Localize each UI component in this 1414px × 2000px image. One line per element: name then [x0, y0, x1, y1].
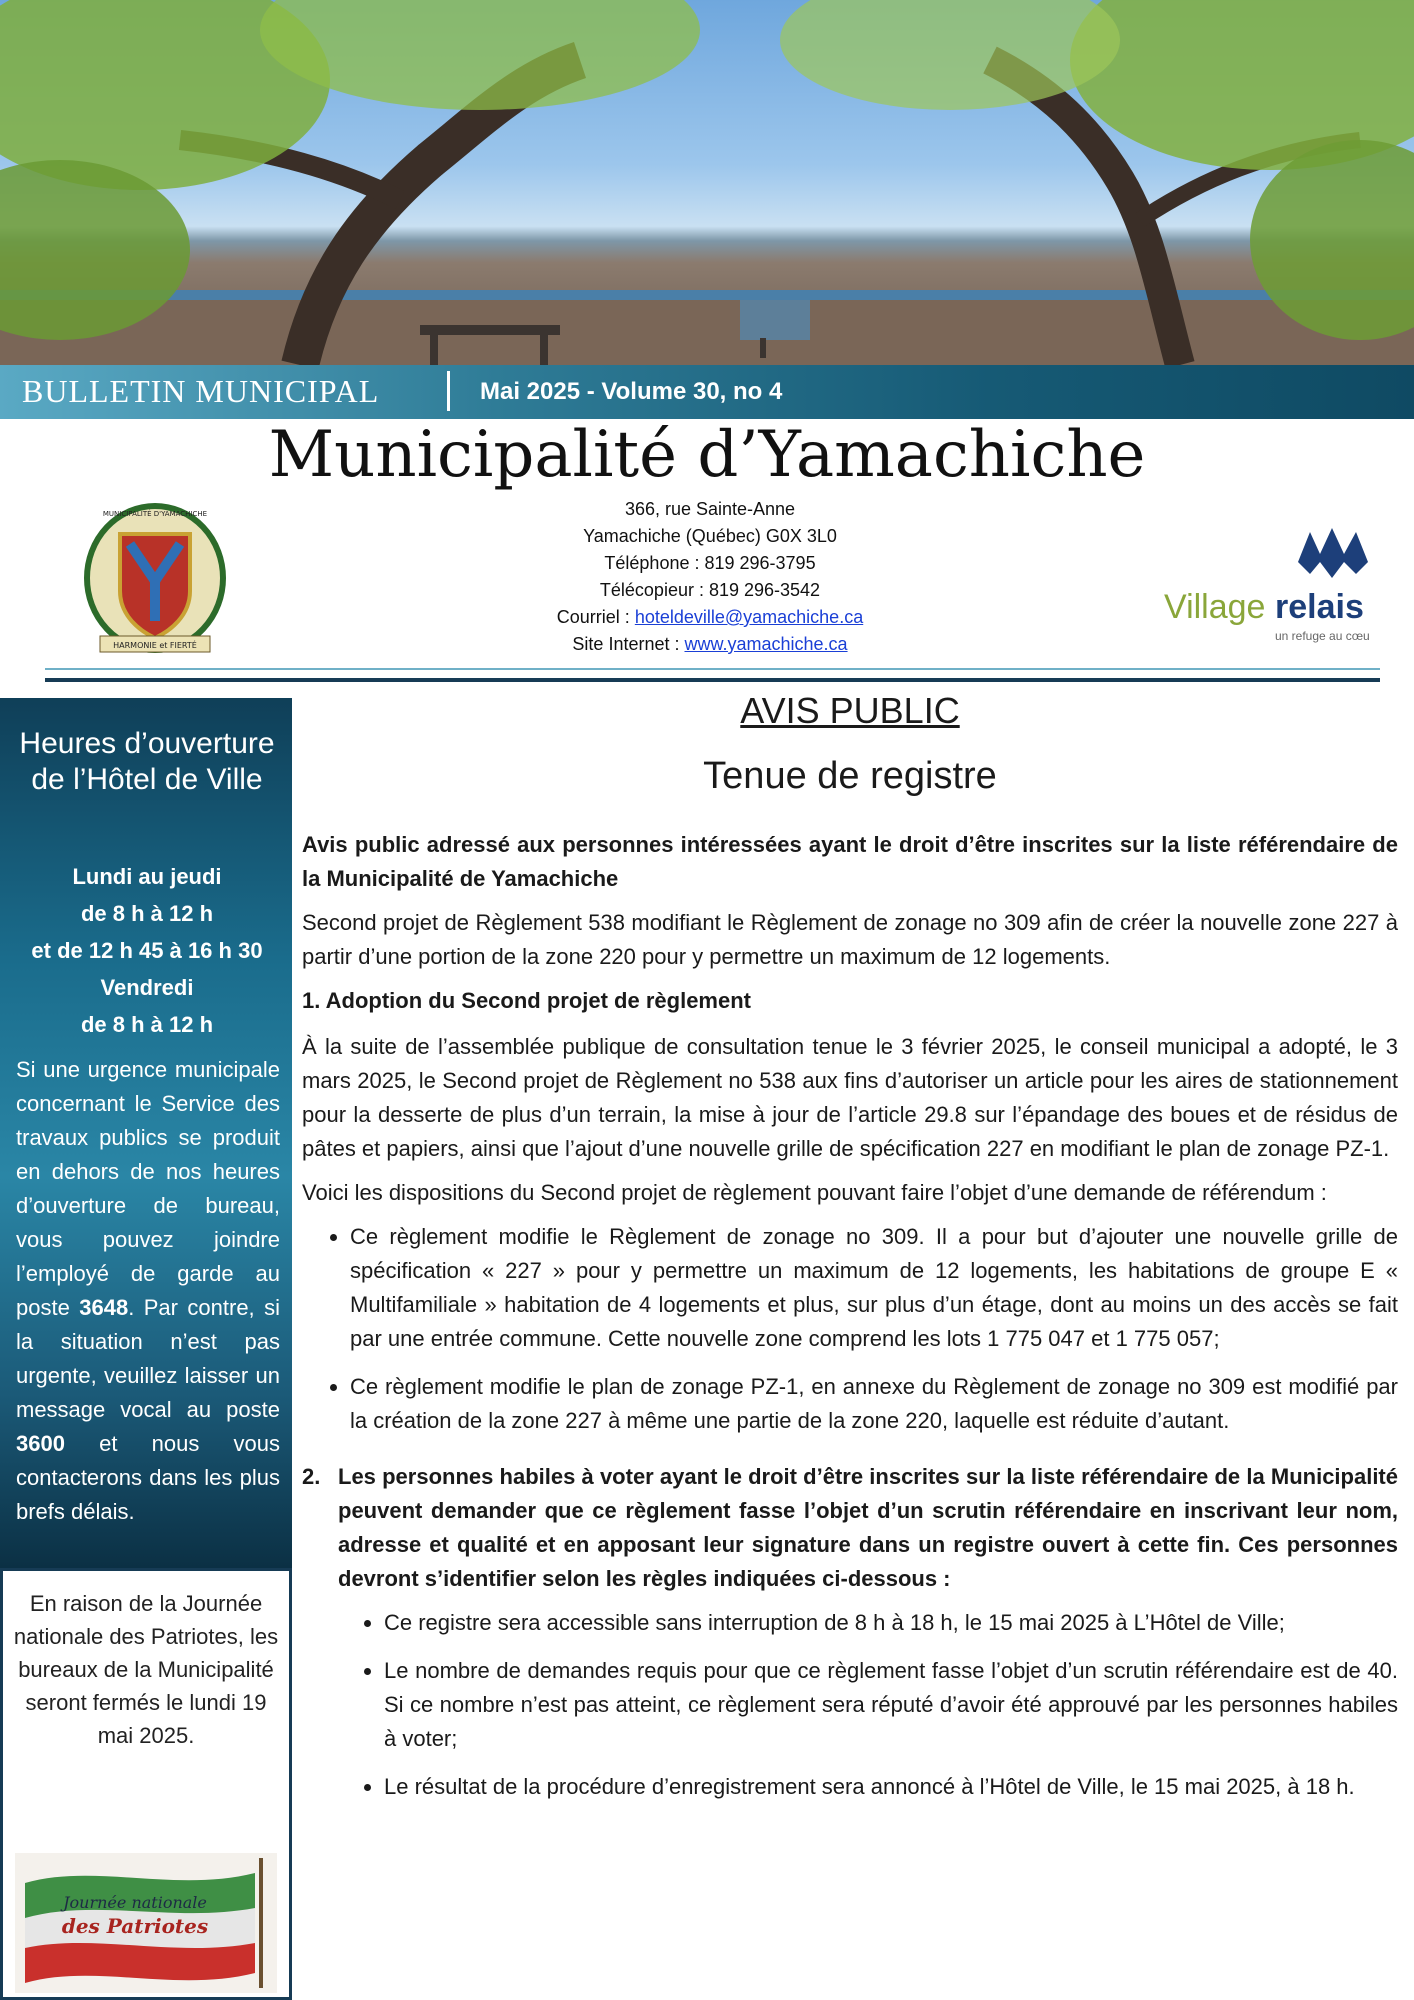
dispositions-list — [302, 1220, 1398, 1438]
hero-photo — [0, 0, 1414, 365]
municipal-crest-logo — [80, 496, 230, 656]
phone-number: Téléphone : 819 296-3795 — [604, 553, 816, 573]
header-divider-thin — [45, 668, 1380, 670]
bulletin-banner — [0, 365, 1414, 419]
village-word: Village — [1164, 588, 1266, 626]
section-2-paragraph: Les personnes habiles à voter ayant le droit d’être inscrites sur la liste référendaire de la Municipalité peuvent demander que ce règlement fasse l’objet d’un scrutin référendaire en inscrivant leur nom, adresse et qualité et en apposant leur signature dans un registre ouvert à cette fin. Ces personnes devront s’identifier selon les règles indiquées ci-dessous : — [338, 1464, 1398, 1591]
website-line: Site Internet : www.yamachiche.ca — [572, 634, 848, 654]
patriotes-flag-image — [15, 1853, 277, 1993]
emergency-text: Si une urgence municipale concernant le Service des travaux publics se produit en dehors de nos heures d’ouverture de bureau, vous pouvez joindre l’employé de garde au poste 3648. Par contre, si la situation n’est pas urgente, veuillez laisser un message vocal au poste 3600 et nous vous contacterons dans les plus brefs délais. — [16, 1057, 280, 1524]
holiday-notice — [0, 1568, 292, 2000]
office-hours-title: Heures d’ouverture de l’Hôtel de Ville — [19, 727, 275, 796]
registry-rules-list — [338, 1606, 1398, 1804]
office-hours-sidebar — [0, 698, 292, 1568]
page-title: Municipalité d’Yamachiche — [268, 418, 1146, 492]
hours-line: et de 12 h 45 à 16 h 30 — [31, 938, 263, 963]
hours-line: de 8 h à 12 h — [80, 901, 214, 926]
section-2-number: 2. — [302, 1464, 321, 1489]
section-1-paragraph: À la suite de l’assemblée publique de consultation tenue le 3 février 2025, le conseil municipal a adopté, le 3 mars 2025, le Second projet de Règlement no 538 aux fins d’autoriser un article pour les aires de stationnement pour la desserte de plus d’un terrain, la mise à jour de l’article 29.8 sur l’épandage des boues et de résidus de pâtes et papiers, ainsi que l’ajout d’une nouvelle grille de spécification 227 en modifiant le plan de zonage PZ-1. — [302, 1034, 1398, 1161]
hours-line: Lundi au jeudi — [72, 864, 222, 889]
contact-block — [445, 496, 975, 658]
voicemail-post: 3600 — [16, 1431, 65, 1456]
fax-number: Télécopieur : 819 296-3542 — [599, 580, 821, 600]
project-paragraph: Second projet de Règlement 538 modifiant le Règlement de zonage no 309 afin de créer la nouvelle zone 227 à partir d’une portion de la zone 220 pour y permettre un maximum de 12 logements. — [302, 910, 1398, 969]
list-item: • Ce règlement modifie le plan de zonage PZ-1, en annexe du Règlement de zonage no 309 est modifié par la création de la zone 227 à même une partie de la zone 220, laquelle est réduite d’autant. — [350, 1370, 1398, 1438]
bulletin-label: BULLETIN MUNICIPAL — [22, 373, 380, 409]
crest-motto: HARMONIE et FIERTÉ — [113, 641, 197, 650]
office-hours-list — [12, 858, 282, 1043]
section-1-title: 1. Adoption du Second projet de règlement — [302, 988, 751, 1013]
list-item: • Ce registre sera accessible sans interruption de 8 h à 18 h, le 15 mai 2025 à L’Hôtel de Ville; — [384, 1606, 1398, 1640]
village-relais-logo — [1160, 522, 1390, 652]
section-2 — [302, 1460, 1398, 1818]
address-street: 366, rue Sainte-Anne — [624, 499, 796, 519]
dispositions-intro: Voici les dispositions du Second projet de règlement pouvant faire l’objet d’une demande de référendum : — [302, 1180, 1327, 1205]
hours-line: de 8 h à 12 h — [80, 1012, 214, 1037]
emergency-post: 3648 — [79, 1295, 129, 1320]
relais-word: relais — [1275, 588, 1364, 626]
tenue-registre-heading: Tenue de registre — [703, 755, 997, 797]
patriotes-line1: Journée nationale — [63, 1893, 207, 1912]
crest-top-text: MUNICIPALITÉ D'YAMACHICHE — [102, 510, 208, 518]
village-tagline: un refuge au cœu — [1275, 629, 1370, 643]
patriotes-line2: des Patriotes — [61, 1914, 209, 1938]
lake-trees-illustration — [0, 0, 1414, 365]
lead-paragraph: Avis public adressé aux personnes intéressées ayant le droit d’être inscrites sur la liste référendaire de la Municipalité de Yamachiche — [302, 832, 1398, 891]
holiday-notice-text: En raison de la Journée nationale des Patriotes, les bureaux de la Municipalité seront fermés le lundi 19 mai 2025. — [13, 1591, 279, 1748]
address-city: Yamachiche (Québec) G0X 3L0 — [583, 526, 837, 546]
list-item: • Le résultat de la procédure d’enregistrement sera annoncé à l’Hôtel de Ville, le 15 mai 2025, à 18 h. — [384, 1770, 1398, 1804]
avis-public-heading: AVIS PUBLIC — [740, 690, 960, 731]
header-divider-thick — [45, 678, 1380, 682]
issue-label: Mai 2025 - Volume 30, no 4 — [480, 378, 783, 405]
list-item: • Ce règlement modifie le Règlement de zonage no 309. Il a pour but d’ajouter une nouvelle grille de spécification « 227 » pour y permettre un maximum de 12 logements, les habitations de groupe E « Multifamiliale » habitation de 4 logements et plus, sur plus d’un étage, dont au moins un des accès se fait par une entrée commune. Cette nouvelle zone comprend les lots 1 775 047 et 1 775 057; — [350, 1220, 1398, 1356]
list-item: • Le nombre de demandes requis pour que ce règlement fasse l’objet d’un scrutin référendaire est de 40. Si ce nombre n’est pas atteint, ce règlement sera réputé d’avoir été approuvé par les personnes habiles à voter; — [384, 1654, 1398, 1756]
hours-line: Vendredi — [100, 975, 194, 1000]
banner-separator — [447, 371, 450, 411]
notice-body — [302, 828, 1398, 1818]
email-link[interactable]: hoteldeville@yamachiche.ca — [634, 607, 864, 627]
website-link[interactable]: www.yamachiche.ca — [684, 634, 848, 654]
email-line: Courriel : hoteldeville@yamachiche.ca — [556, 607, 864, 627]
